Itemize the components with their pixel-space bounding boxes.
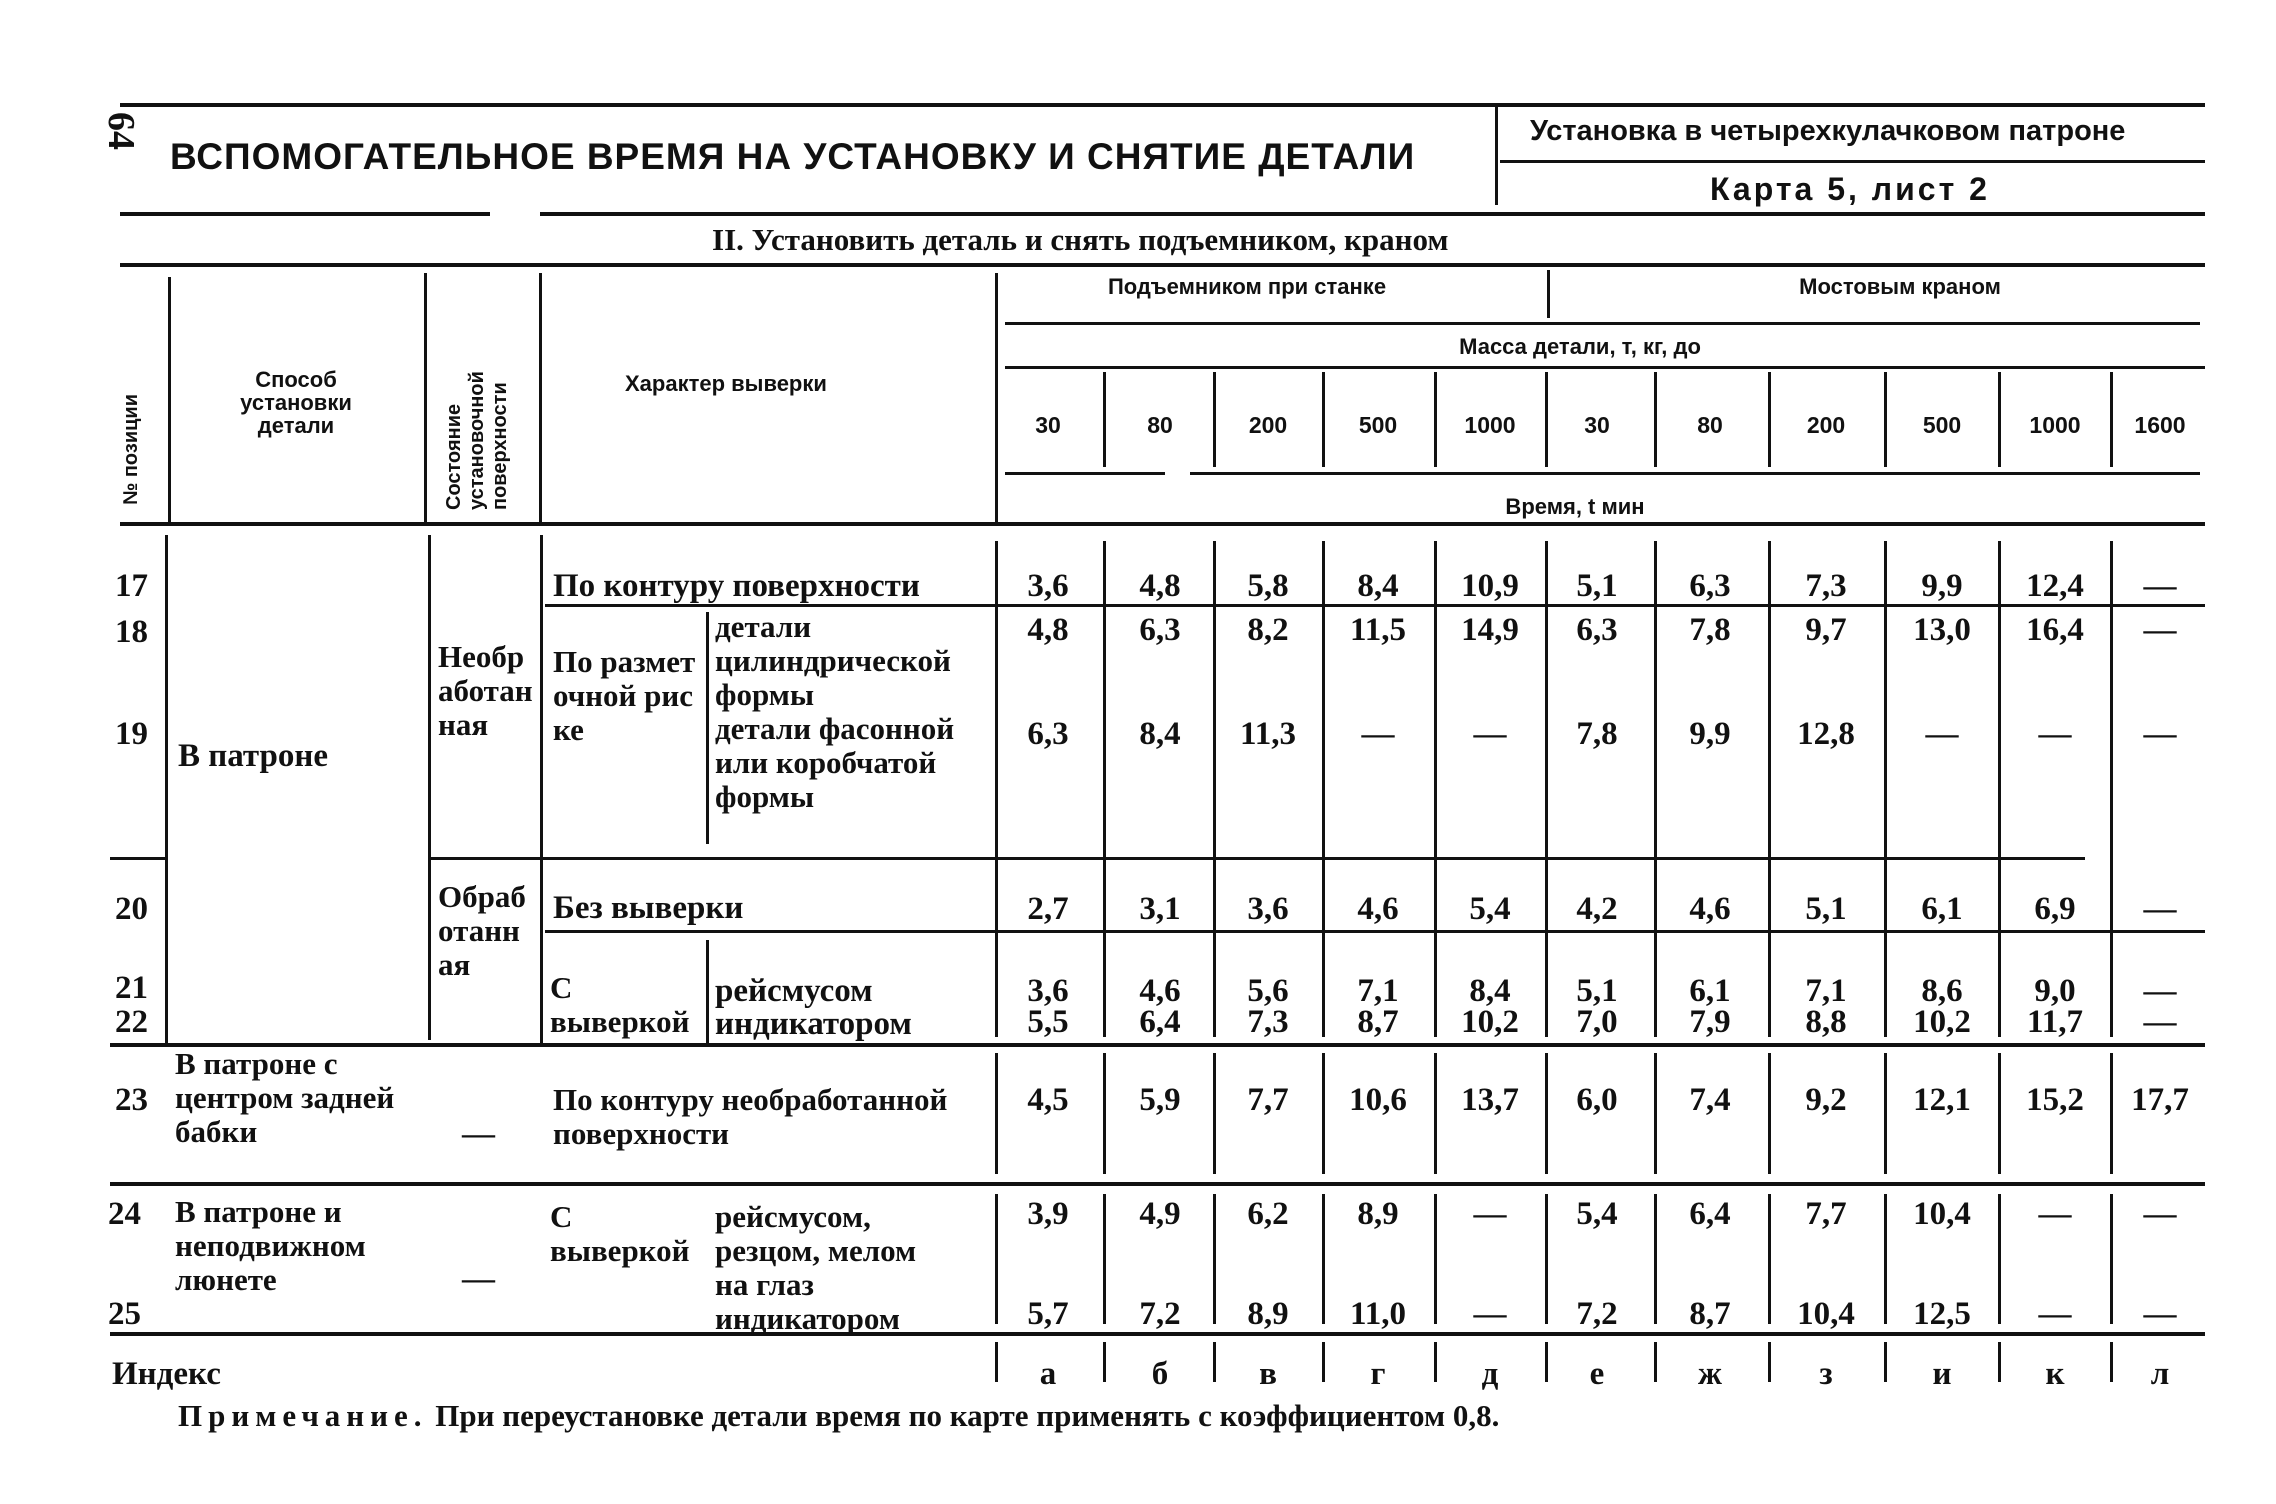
mass-80-crane: 80 <box>1697 412 1723 438</box>
cell-23-5: 6,0 <box>1576 1082 1618 1118</box>
cell-20-6: 4,6 <box>1689 891 1731 927</box>
cell-21-10: — <box>2143 973 2177 1009</box>
cell-19-0: 6,3 <box>1027 716 1069 752</box>
cell-17-0: 3,6 <box>1027 568 1069 604</box>
pos-23: 23 <box>115 1082 148 1118</box>
align-contour-unmachined: По контуру необработанной поверхности <box>553 1082 948 1151</box>
align-by-marking: По разметочной риске <box>553 644 696 747</box>
cell-18-6: 7,8 <box>1689 612 1731 648</box>
cell-21-7: 7,1 <box>1805 973 1847 1009</box>
cell-22-1: 6,4 <box>1139 1004 1181 1040</box>
cell-19-10: — <box>2143 716 2177 752</box>
cell-24-10: — <box>2143 1196 2177 1232</box>
cell-20-9: 6,9 <box>2034 891 2076 927</box>
method-header: Способ установки детали <box>240 367 352 439</box>
position-header: № позиции <box>120 393 142 505</box>
section-title: II. Установить деталь и снять подъемником, краном <box>712 222 1449 257</box>
pos-19: 19 <box>115 716 148 752</box>
cell-20-8: 6,1 <box>1921 891 1963 927</box>
cell-22-6: 7,9 <box>1689 1004 1731 1040</box>
cell-19-6: 9,9 <box>1689 716 1731 752</box>
cell-25-2: 8,9 <box>1247 1296 1289 1332</box>
align-indicator: индикатором <box>715 1006 912 1042</box>
cell-19-7: 12,8 <box>1797 716 1855 752</box>
cell-17-8: 9,9 <box>1921 568 1963 604</box>
cell-17-6: 6,3 <box>1689 568 1731 604</box>
cell-20-1: 3,1 <box>1139 891 1181 927</box>
cell-21-4: 8,4 <box>1469 973 1511 1009</box>
cell-25-9: — <box>2038 1296 2072 1332</box>
surface-dash-23: — <box>462 1116 495 1152</box>
card-subtitle: Установка в четырехкулачковом патроне <box>1530 115 2126 147</box>
cell-25-1: 7,2 <box>1139 1296 1181 1332</box>
align-with-alignment-24: С выверкой <box>550 1199 690 1268</box>
index-4: д <box>1481 1356 1499 1392</box>
cell-19-5: 7,8 <box>1576 716 1618 752</box>
cell-17-7: 7,3 <box>1805 568 1847 604</box>
cell-17-4: 10,9 <box>1461 568 1519 604</box>
note-text: При переустановке детали время по карте применять с коэффициентом 0,8. <box>435 1398 1500 1433</box>
surface-unmachined: Необработанная <box>438 639 533 742</box>
cell-22-4: 10,2 <box>1461 1004 1519 1040</box>
align-no-alignment: Без выверки <box>553 890 744 926</box>
cell-18-9: 16,4 <box>2026 612 2084 648</box>
cell-22-10: — <box>2143 1004 2177 1040</box>
cell-22-5: 7,0 <box>1576 1004 1618 1040</box>
align-shaped-parts: детали фасонной или коробчатой формы <box>715 711 955 814</box>
index-2: в <box>1259 1356 1277 1392</box>
cell-19-3: — <box>1361 716 1395 752</box>
align-tools: рейсмусом, резцом, мелом на глаз индикатором <box>715 1199 917 1336</box>
index-6: ж <box>1698 1356 1722 1392</box>
cell-24-0: 3,9 <box>1027 1196 1069 1232</box>
mass-header: Масса детали, т, кг, до <box>1459 334 1701 359</box>
cell-18-10: — <box>2143 612 2177 648</box>
surface-header: Состояние установочной поверхности <box>443 371 511 510</box>
surface-machined: Обработанная <box>438 879 526 982</box>
note-label: Примечание. <box>178 1398 428 1433</box>
method-chuck-center: В патроне с центром задней бабки <box>175 1046 395 1149</box>
cell-24-8: 10,4 <box>1913 1196 1971 1232</box>
cell-18-2: 8,2 <box>1247 612 1289 648</box>
cell-18-1: 6,3 <box>1139 612 1181 648</box>
card-number: Карта 5, лист 2 <box>1710 171 1990 207</box>
cell-22-9: 11,7 <box>2027 1004 2083 1040</box>
cell-21-8: 8,6 <box>1921 973 1963 1009</box>
cell-19-9: — <box>2038 716 2072 752</box>
mass-30-crane: 30 <box>1584 412 1610 438</box>
cell-17-3: 8,4 <box>1357 568 1399 604</box>
pos-17: 17 <box>115 568 148 604</box>
note <box>178 1400 1499 1431</box>
cell-23-10: 17,7 <box>2131 1082 2189 1118</box>
cell-24-5: 5,4 <box>1576 1196 1618 1232</box>
align-surface-gauge: рейсмусом <box>715 973 873 1009</box>
page-title: ВСПОМОГАТЕЛЬНОЕ ВРЕМЯ НА УСТАНОВКУ И СНЯТИЕ ДЕТАЛИ <box>170 136 1416 177</box>
cell-18-8: 13,0 <box>1913 612 1971 648</box>
pos-20: 20 <box>115 891 148 927</box>
cell-25-3: 11,0 <box>1350 1296 1406 1332</box>
pos-21: 21 <box>115 970 148 1006</box>
cell-25-10: — <box>2143 1296 2177 1332</box>
cell-20-0: 2,7 <box>1027 891 1069 927</box>
cell-24-2: 6,2 <box>1247 1196 1289 1232</box>
cell-19-4: — <box>1473 716 1507 752</box>
cell-22-3: 8,7 <box>1357 1004 1399 1040</box>
cell-23-4: 13,7 <box>1461 1082 1519 1118</box>
cell-20-5: 4,2 <box>1576 891 1618 927</box>
alignment-header: Характер выверки <box>625 371 827 396</box>
align-by-contour: По контуру поверхности <box>553 568 920 604</box>
mass-200-lift: 200 <box>1248 412 1288 438</box>
cell-19-8: — <box>1925 716 1959 752</box>
cell-21-9: 9,0 <box>2034 973 2076 1009</box>
method-chuck-steady: В патроне и неподвижном люнете <box>175 1194 366 1297</box>
cell-23-7: 9,2 <box>1805 1082 1847 1118</box>
align-cyl-parts: детали цилиндрической формы <box>715 609 951 712</box>
mass-200-crane: 200 <box>1806 412 1846 438</box>
index-7: з <box>1819 1356 1833 1392</box>
cell-25-0: 5,7 <box>1027 1296 1069 1332</box>
page-number: 64 <box>100 112 142 150</box>
cell-17-1: 4,8 <box>1139 568 1181 604</box>
cell-21-3: 7,1 <box>1357 973 1399 1009</box>
align-with-alignment: С выверкой <box>550 970 690 1039</box>
method-in-chuck: В патроне <box>178 738 329 774</box>
cell-19-2: 11,3 <box>1240 716 1296 752</box>
pos-25: 25 <box>108 1296 141 1332</box>
cell-17-10: — <box>2143 568 2177 604</box>
lift-header: Подъемником при станке <box>1107 274 1387 299</box>
index-label: Индекс <box>112 1356 221 1392</box>
cell-23-2: 7,7 <box>1247 1082 1289 1118</box>
cell-22-2: 7,3 <box>1247 1004 1289 1040</box>
cell-24-4: — <box>1473 1196 1507 1232</box>
cell-20-3: 4,6 <box>1357 891 1399 927</box>
cell-25-4: — <box>1473 1296 1507 1332</box>
index-1: б <box>1151 1356 1169 1392</box>
cell-17-5: 5,1 <box>1576 568 1618 604</box>
mass-30-lift: 30 <box>1035 412 1061 438</box>
mass-1000-lift: 1000 <box>1464 412 1516 438</box>
cell-21-1: 4,6 <box>1139 973 1181 1009</box>
mass-80-lift: 80 <box>1147 412 1173 438</box>
cell-23-8: 12,1 <box>1913 1082 1971 1118</box>
cell-22-8: 10,2 <box>1913 1004 1971 1040</box>
crane-header: Мостовым краном <box>1799 274 2001 299</box>
cell-23-1: 5,9 <box>1139 1082 1181 1118</box>
cell-23-6: 7,4 <box>1689 1082 1731 1118</box>
cell-21-6: 6,1 <box>1689 973 1731 1009</box>
mass-1000-crane: 1000 <box>2029 412 2081 438</box>
index-9: к <box>2045 1356 2065 1392</box>
index-0: а <box>1039 1356 1057 1392</box>
cell-22-7: 8,8 <box>1805 1004 1847 1040</box>
cell-24-9: — <box>2038 1196 2072 1232</box>
cell-18-5: 6,3 <box>1576 612 1618 648</box>
index-3: г <box>1370 1356 1386 1392</box>
cell-18-0: 4,8 <box>1027 612 1069 648</box>
cell-20-10: — <box>2143 891 2177 927</box>
mass-500-lift: 500 <box>1358 412 1398 438</box>
cell-18-4: 14,9 <box>1461 612 1519 648</box>
cell-25-7: 10,4 <box>1797 1296 1855 1332</box>
cell-18-3: 11,5 <box>1350 612 1406 648</box>
pos-22: 22 <box>115 1004 148 1040</box>
index-8: и <box>1932 1356 1952 1392</box>
cell-24-7: 7,7 <box>1805 1196 1847 1232</box>
cell-24-1: 4,9 <box>1139 1196 1181 1232</box>
cell-23-0: 4,5 <box>1027 1082 1069 1118</box>
cell-22-0: 5,5 <box>1027 1004 1069 1040</box>
cell-20-4: 5,4 <box>1469 891 1511 927</box>
index-10: л <box>2150 1356 2170 1392</box>
surface-dash-24: — <box>462 1261 495 1297</box>
cell-17-9: 12,4 <box>2026 568 2084 604</box>
cell-20-7: 5,1 <box>1805 891 1847 927</box>
cell-19-1: 8,4 <box>1139 716 1181 752</box>
cell-21-5: 5,1 <box>1576 973 1618 1009</box>
time-header: Время, t мин <box>1505 494 1645 519</box>
cell-24-3: 8,9 <box>1357 1196 1399 1232</box>
cell-25-6: 8,7 <box>1689 1296 1731 1332</box>
index-5: е <box>1589 1356 1605 1392</box>
cell-21-0: 3,6 <box>1027 973 1069 1009</box>
cell-23-3: 10,6 <box>1349 1082 1407 1118</box>
mass-1600-crane: 1600 <box>2134 412 2186 438</box>
pos-18: 18 <box>115 614 148 650</box>
mass-500-crane: 500 <box>1922 412 1962 438</box>
cell-24-6: 6,4 <box>1689 1196 1731 1232</box>
pos-24: 24 <box>108 1196 141 1232</box>
cell-25-5: 7,2 <box>1576 1296 1618 1332</box>
cell-20-2: 3,6 <box>1247 891 1289 927</box>
cell-21-2: 5,6 <box>1247 973 1289 1009</box>
cell-17-2: 5,8 <box>1247 568 1289 604</box>
cell-18-7: 9,7 <box>1805 612 1847 648</box>
cell-23-9: 15,2 <box>2026 1082 2084 1118</box>
cell-25-8: 12,5 <box>1913 1296 1971 1332</box>
